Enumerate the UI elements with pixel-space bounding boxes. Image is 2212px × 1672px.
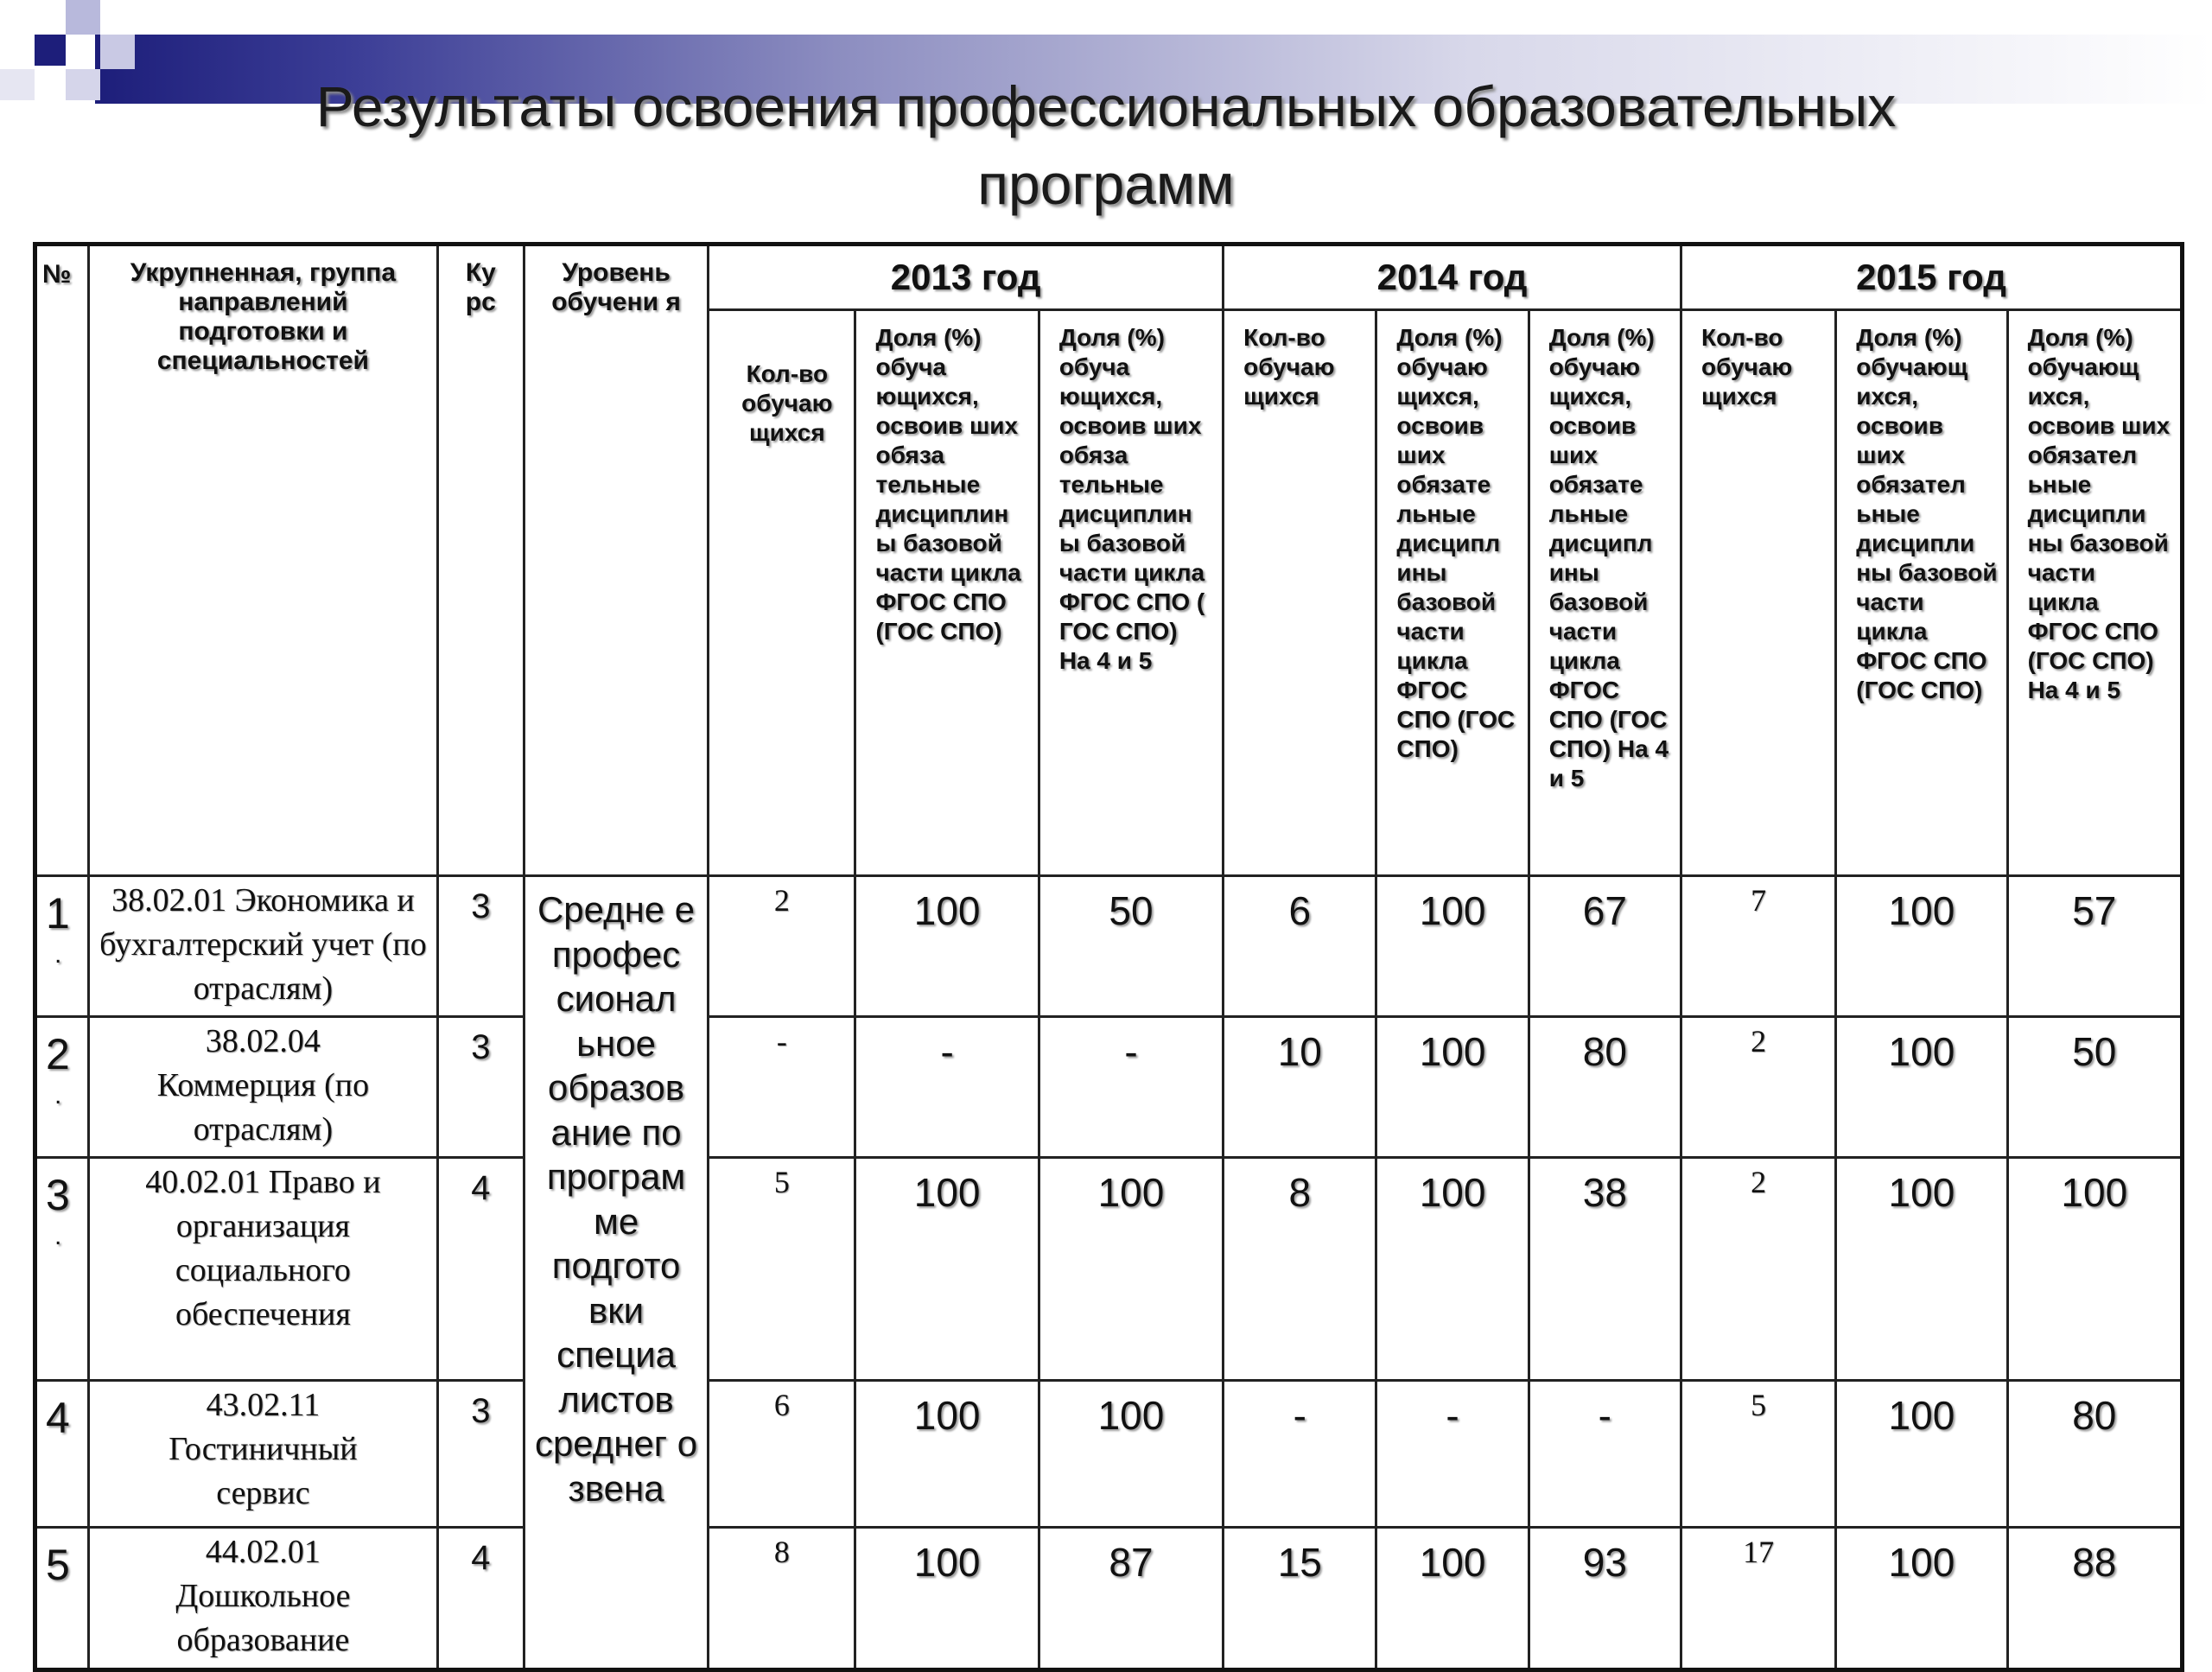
- cell-2013-count: 5: [709, 1158, 855, 1381]
- row-specialty: 38.02.01 Экономика и бухгалтерский учет (по отраслям): [89, 876, 438, 1017]
- row-specialty: 44.02.01 Дошкольное образование: [89, 1528, 438, 1670]
- cell-2015-count: 2: [1681, 1158, 1835, 1381]
- header-year-2013: 2013 год: [709, 245, 1224, 310]
- cell-2015-count: 5: [1681, 1381, 1835, 1528]
- cell-2013-share-45: 100: [1039, 1158, 1223, 1381]
- sub-2014-share: Доля (%) обучаю щихся, освоив ших обязате льные дисципл ины базовой части цикла ФГОС СПО (ГОС СПО): [1376, 310, 1529, 876]
- row-course: 4: [437, 1158, 524, 1381]
- cell-2014-count: 6: [1224, 876, 1376, 1017]
- cell-2013-share: 100: [855, 876, 1039, 1017]
- cell-2013-share-45: 87: [1039, 1528, 1223, 1670]
- row-number-value: 2: [46, 1030, 70, 1078]
- row-level: Средне е профес сионал ьное образов ание по програм ме подгото вки специа листов среднег о звена: [524, 876, 708, 1670]
- cell-2013-share: -: [855, 1017, 1039, 1158]
- header-level: Уровень обучени я: [524, 245, 708, 876]
- row-number-value: 1: [46, 889, 70, 938]
- cell-2015-share-45: 57: [2007, 876, 2182, 1017]
- header-year-2014: 2014 год: [1224, 245, 1681, 310]
- sub-2013-count: Кол-во обучаю щихся: [709, 310, 855, 876]
- deco-square: [100, 35, 135, 69]
- row-number: [35, 1158, 89, 1381]
- cell-2014-share: -: [1376, 1381, 1529, 1528]
- cell-2013-share-45: 50: [1039, 876, 1223, 1017]
- cell-2015-share: 100: [1836, 1158, 2007, 1381]
- cell-2015-share: 100: [1836, 1381, 2007, 1528]
- sub-2015-share-45: Доля (%) обучающ ихся, освоив ших обязател ьные дисципли ны базовой части цикла ФГОС СПО (ГОС СПО) На 4 и 5: [2007, 310, 2182, 876]
- cell-2013-share-45: -: [1039, 1017, 1223, 1158]
- cell-2015-share: 100: [1836, 876, 2007, 1017]
- row-course: 3: [437, 1017, 524, 1158]
- cell-2013-count: -: [709, 1017, 855, 1158]
- cell-2014-share: 100: [1376, 1158, 1529, 1381]
- cell-2014-share-45: 80: [1529, 1017, 1681, 1158]
- header-no: №: [35, 245, 89, 876]
- cell-2013-count: 8: [709, 1528, 855, 1670]
- header-row-years: [35, 245, 2183, 310]
- cell-2014-count: 15: [1224, 1528, 1376, 1670]
- sub-2014-share-45: Доля (%) обучаю щихся, освоив ших обязате льные дисципл ины базовой части цикла ФГОС СПО (ГОС СПО) На 4 и 5: [1529, 310, 1681, 876]
- row-number: [35, 1528, 89, 1670]
- table-row: [35, 876, 2183, 1017]
- cell-2015-share-45: 50: [2007, 1017, 2182, 1158]
- cell-2015-count: 7: [1681, 876, 1835, 1017]
- row-specialty: 43.02.11 Гостиничный сервис: [89, 1381, 438, 1528]
- cell-2014-share-45: 93: [1529, 1528, 1681, 1670]
- title-line-1: Результаты освоения профессиональных образовательных: [315, 74, 1897, 138]
- cell-2014-count: -: [1224, 1381, 1376, 1528]
- cell-2013-count: 6: [709, 1381, 855, 1528]
- cell-2014-share: 100: [1376, 876, 1529, 1017]
- sub-2015-share: Доля (%) обучающ ихся, освоив ших обязател ьные дисципли ны базовой части цикла ФГОС СПО (ГОС СПО): [1836, 310, 2007, 876]
- page-title: [0, 67, 2212, 223]
- title-line-2: программ: [977, 152, 1235, 216]
- row-specialty: 40.02.01 Право и организация социального обеспечения: [89, 1158, 438, 1381]
- deco-square: [66, 0, 100, 35]
- header-course: Ку рс: [437, 245, 524, 876]
- cell-2015-share: 100: [1836, 1017, 2007, 1158]
- cell-2015-share-45: 100: [2007, 1158, 2182, 1381]
- sub-2014-count: Кол-во обучаю щихся: [1224, 310, 1376, 876]
- row-number: [35, 1017, 89, 1158]
- cell-2013-share-45: 100: [1039, 1381, 1223, 1528]
- cell-2014-share-45: -: [1529, 1381, 1681, 1528]
- cell-2015-share-45: 88: [2007, 1528, 2182, 1670]
- cell-2013-share: 100: [855, 1158, 1039, 1381]
- table-row: [35, 1528, 2183, 1670]
- row-number-value: 3: [46, 1171, 70, 1219]
- header-year-2015: 2015 год: [1681, 245, 2182, 310]
- sub-2013-share-45: Доля (%) обуча ющихся, освоив ших обяза тельные дисциплин ы базовой части цикла ФГОС СПО ( ГОС СПО) На 4 и 5: [1039, 310, 1223, 876]
- cell-2014-share: 100: [1376, 1528, 1529, 1670]
- table-row: [35, 1381, 2183, 1528]
- row-number: [35, 876, 89, 1017]
- sub-2015-count: Кол-во обучаю щихся: [1681, 310, 1835, 876]
- cell-2015-count: 17: [1681, 1528, 1835, 1670]
- row-number: [35, 1381, 89, 1528]
- table-row: [35, 1158, 2183, 1381]
- cell-2014-share-45: 67: [1529, 876, 1681, 1017]
- cell-2015-share: 100: [1836, 1528, 2007, 1670]
- row-number-value: 4: [46, 1394, 70, 1442]
- cell-2013-count: 2: [709, 876, 855, 1017]
- deco-square: [35, 35, 66, 66]
- row-number-dot: .: [54, 1222, 62, 1250]
- row-course: 4: [437, 1528, 524, 1670]
- header-group: Укрупненная, группа направлений подготовки и специальностей: [89, 245, 438, 876]
- cell-2015-share-45: 80: [2007, 1381, 2182, 1528]
- cell-2014-count: 8: [1224, 1158, 1376, 1381]
- cell-2013-share: 100: [855, 1381, 1039, 1528]
- cell-2015-count: 2: [1681, 1017, 1835, 1158]
- cell-2013-share: 100: [855, 1528, 1039, 1670]
- row-number-dot: .: [54, 1081, 62, 1109]
- sub-2013-share: Доля (%) обуча ющихся, освоив ших обяза тельные дисциплин ы базовой части цикла ФГОС СПО (ГОС СПО): [855, 310, 1039, 876]
- results-table: [33, 242, 2184, 1672]
- row-number-dot: .: [54, 940, 62, 969]
- cell-2014-share-45: 38: [1529, 1158, 1681, 1381]
- row-specialty: 38.02.04 Коммерция (по отраслям): [89, 1017, 438, 1158]
- row-course: 3: [437, 1381, 524, 1528]
- table-row: [35, 1017, 2183, 1158]
- cell-2014-count: 10: [1224, 1017, 1376, 1158]
- row-number-value: 5: [46, 1541, 70, 1589]
- cell-2014-share: 100: [1376, 1017, 1529, 1158]
- row-course: 3: [437, 876, 524, 1017]
